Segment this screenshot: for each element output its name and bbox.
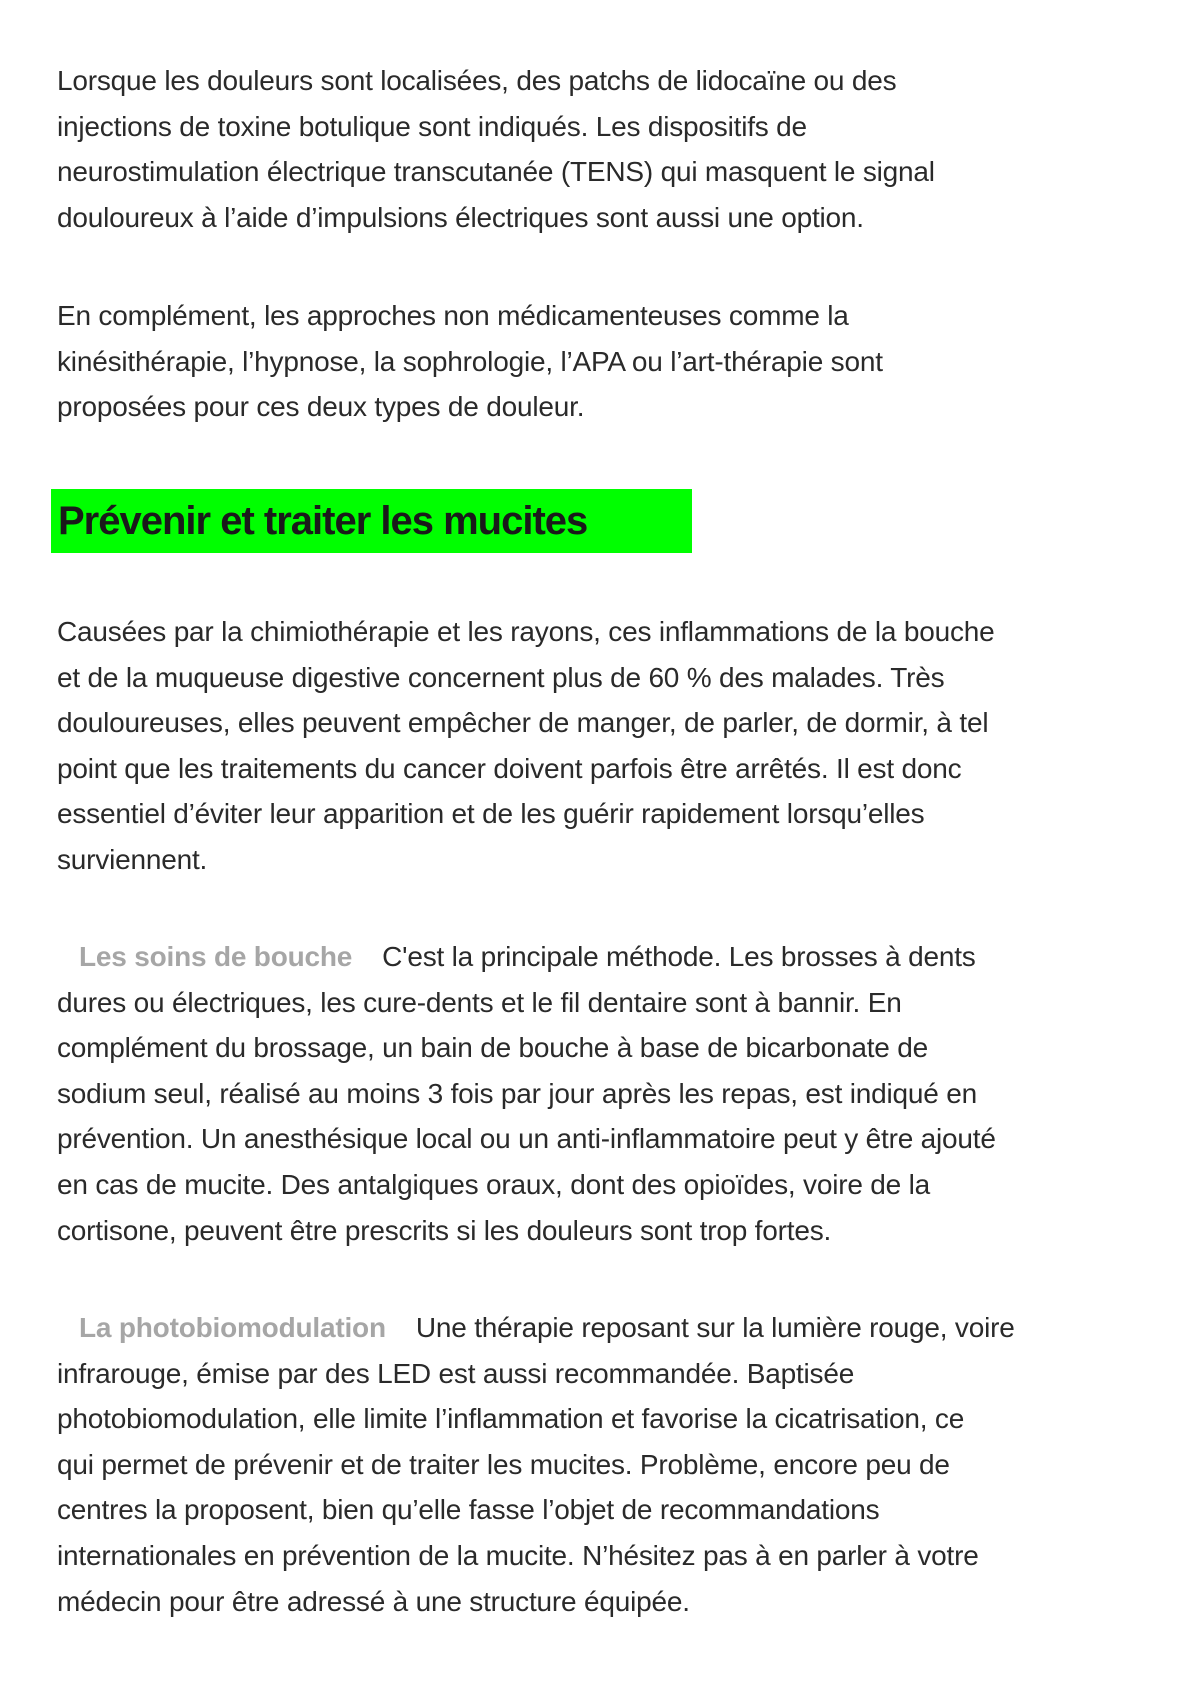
text-line: photobiomodulation, elle limite l’inflammation et favorise la cicatrisation, ce [57,1403,965,1435]
text-line [57,934,1177,980]
text-line: douloureuses, elles peuvent empêcher de manger, de parler, de dormir, à tel [57,707,989,739]
text-line: Lorsque les douleurs sont localisées, des patchs de lidocaïne ou des [57,65,897,96]
text-segment: C'est la principale méthode. Les brosses à dents [382,941,976,972]
text-line: douloureux à l’aide d’impulsions électriques sont aussi une option. [57,201,864,233]
text-segment: Une thérapie reposant sur la lumière rouge, voire [415,1312,1015,1343]
paragraph-photobiomodulation [57,1305,1177,1624]
text-line: et de la muqueuse digestive concernent plus de 60 % des malades. Très [57,661,945,693]
text-line: surviennent. [57,843,208,875]
text-line: complément du brossage, un bain de bouche à base de bicarbonate de [57,1032,928,1064]
paragraph-non-medicamenteuses [57,293,1177,430]
text-line: neurostimulation électrique transcutanée (TENS) qui masquent le signal [57,156,935,188]
section-heading-highlight [51,489,692,553]
text-line: dures ou électriques, les cure-dents et le fil dentaire sont à bannir. En [57,986,902,1018]
text-line [57,1305,1177,1351]
text-line: infrarouge, émise par des LED est aussi recommandée. Baptisée [57,1357,855,1389]
section-heading: Prévenir et traiter les mucites [58,499,588,543]
text-line: proposées pour ces deux types de douleur. [57,391,585,423]
text-line: injections de toxine botulique sont indiqués. Les dispositifs de [57,110,807,142]
paragraph-lidocaine [57,58,1177,240]
text-line: sodium seul, réalisé au moins 3 fois par jour après les repas, est indiqué en [57,1077,977,1109]
paragraph-soins-de-bouche [57,934,1177,1253]
text-line: cortisone, peuvent être prescrits si les douleurs sont trop fortes. [57,1214,832,1246]
text-line: essentiel d’éviter leur apparition et de les guérir rapidement lorsqu’elles [57,798,925,830]
lead-label: La photobiomodulation [79,1312,386,1343]
text-line: en cas de mucite. Des antalgiques oraux, dont des opioïdes, voire de la [57,1168,931,1200]
text-line: qui permet de prévenir et de traiter les mucites. Problème, encore peu de [57,1448,950,1480]
text-line: Causées par la chimiothérapie et les rayons, ces inflammations de la bouche [57,616,995,647]
text-line: médecin pour être adressé à une structure équipée. [57,1585,690,1617]
text-line: centres la proposent, bien qu’elle fasse l’objet de recommandations [57,1494,880,1526]
text-line: En complément, les approches non médicamenteuses comme la [57,300,849,331]
text-line: internationales en prévention de la mucite. N’hésitez pas à en parler à votre [57,1539,979,1571]
lead-label: Les soins de bouche [79,941,353,972]
text-line: kinésithérapie, l’hypnose, la sophrologie, l’APA ou l’art-thérapie sont [57,345,883,377]
paragraph-mucites-intro [57,609,1177,883]
text-line: prévention. Un anesthésique local ou un anti-inflammatoire peut y être ajouté [57,1123,996,1155]
text-line: point que les traitements du cancer doivent parfois être arrêtés. Il est donc [57,752,962,784]
